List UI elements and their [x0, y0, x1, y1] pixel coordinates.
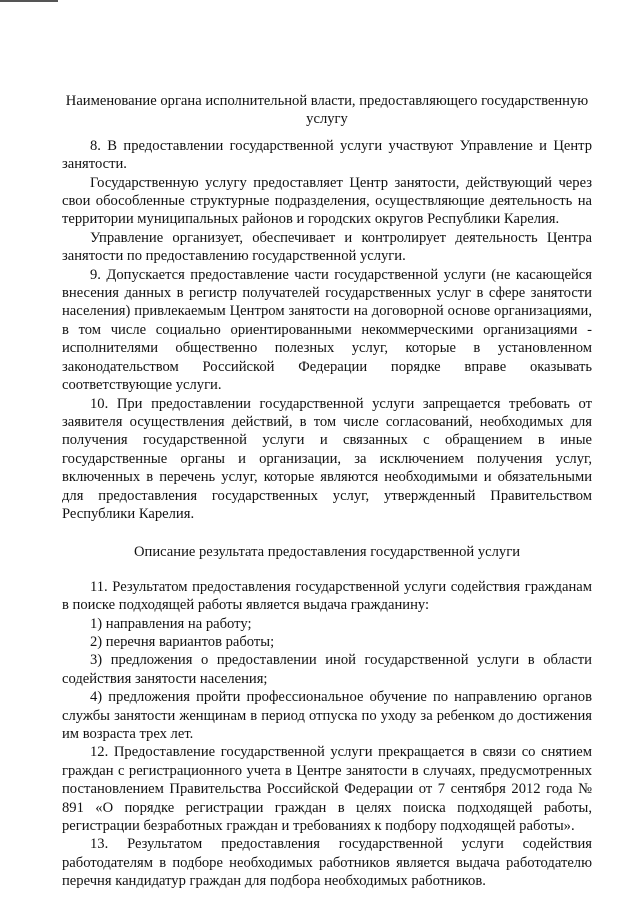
list-item-2: 2) перечня вариантов работы; [90, 633, 275, 650]
section-heading-executive-body: Наименование органа исполнительной власти, предоставляющего государственную услугу [65, 93, 589, 128]
paragraph-8-provider: Государственную услугу предоставляет Центр занятости, действующий через свои обособленные структурные подразделения, осуществляющие деятельность на территории муниципальных районов и городских округов Республики Карелия. [62, 174, 592, 228]
paragraph-11: 11. Результатом предоставления государственной услуги содействия гражданам в поиске подходящей работы является выдача гражданину: [62, 578, 592, 614]
section-heading-result-description: Описание результата предоставления государственной услуги [133, 544, 521, 561]
document-page [62, 92, 592, 891]
paragraph-8: 8. В предоставлении государственной услуги участвуют Управление и Центр занятости. [62, 137, 592, 173]
paragraph-13: 13. Результатом предоставления государственной услуги содействия работодателям в подборе необходимых работников является выдача работодателю перечня кандидатур граждан для подбора необходимых работников. [62, 836, 592, 890]
list-item-3: 3) предложения о предоставлении иной государственной услуги в области содействия занятости населения; [62, 652, 592, 687]
paragraph-12: 12. Предоставление государственной услуги прекращается в связи со снятием граждан с регистрационного учета в Центре занятости в случаях, предусмотренных постановлением Правительства Российской Федерации от 7 сентября 2012 года № 891 «О порядке регистрации граждан в целях поиска подходящей работы, регистрации безработных граждан и требованиях к подбору подходящей работы». [62, 744, 592, 835]
scan-edge-mark [0, 0, 58, 2]
paragraph-9: 9. Допускается предоставление части государственной услуги (не касающейся внесения данных в регистр получателей государственных услуг в сфере занятости населения) привлекаемым Центром занятости на договорной основе организациями, в том числе социально ориентированными некоммерческими организациями - исполнителями общественно полезных услуг, которые в установленном законодательством Российской Федерации порядке вправе оказывать соответствующие услуги. [62, 266, 592, 394]
list-item-1: 1) направления на работу; [90, 615, 252, 632]
paragraph-10: 10. При предоставлении государственной услуги запрещается требовать от заявителя осуществления действий, в том числе согласований, необходимых для получения государственной услуги и связанных с обращением в иные государственные органы и организации, за исключением получения услуг, включенных в перечень услуг, которые являются необходимыми и обязательными для предоставления государственных услуг, утвержденный Правительством Республики Карелия. [62, 395, 592, 522]
list-item-4: 4) предложения пройти профессиональное обучение по направлению органов службы занятости женщинам в период отпуска по уходу за ребенком до достижения им возраста трех лет. [62, 689, 592, 742]
paragraph-8-management: Управление организует, обеспечивает и контролирует деятельность Центра занятости по предоставлению государственной услуги. [62, 229, 592, 265]
